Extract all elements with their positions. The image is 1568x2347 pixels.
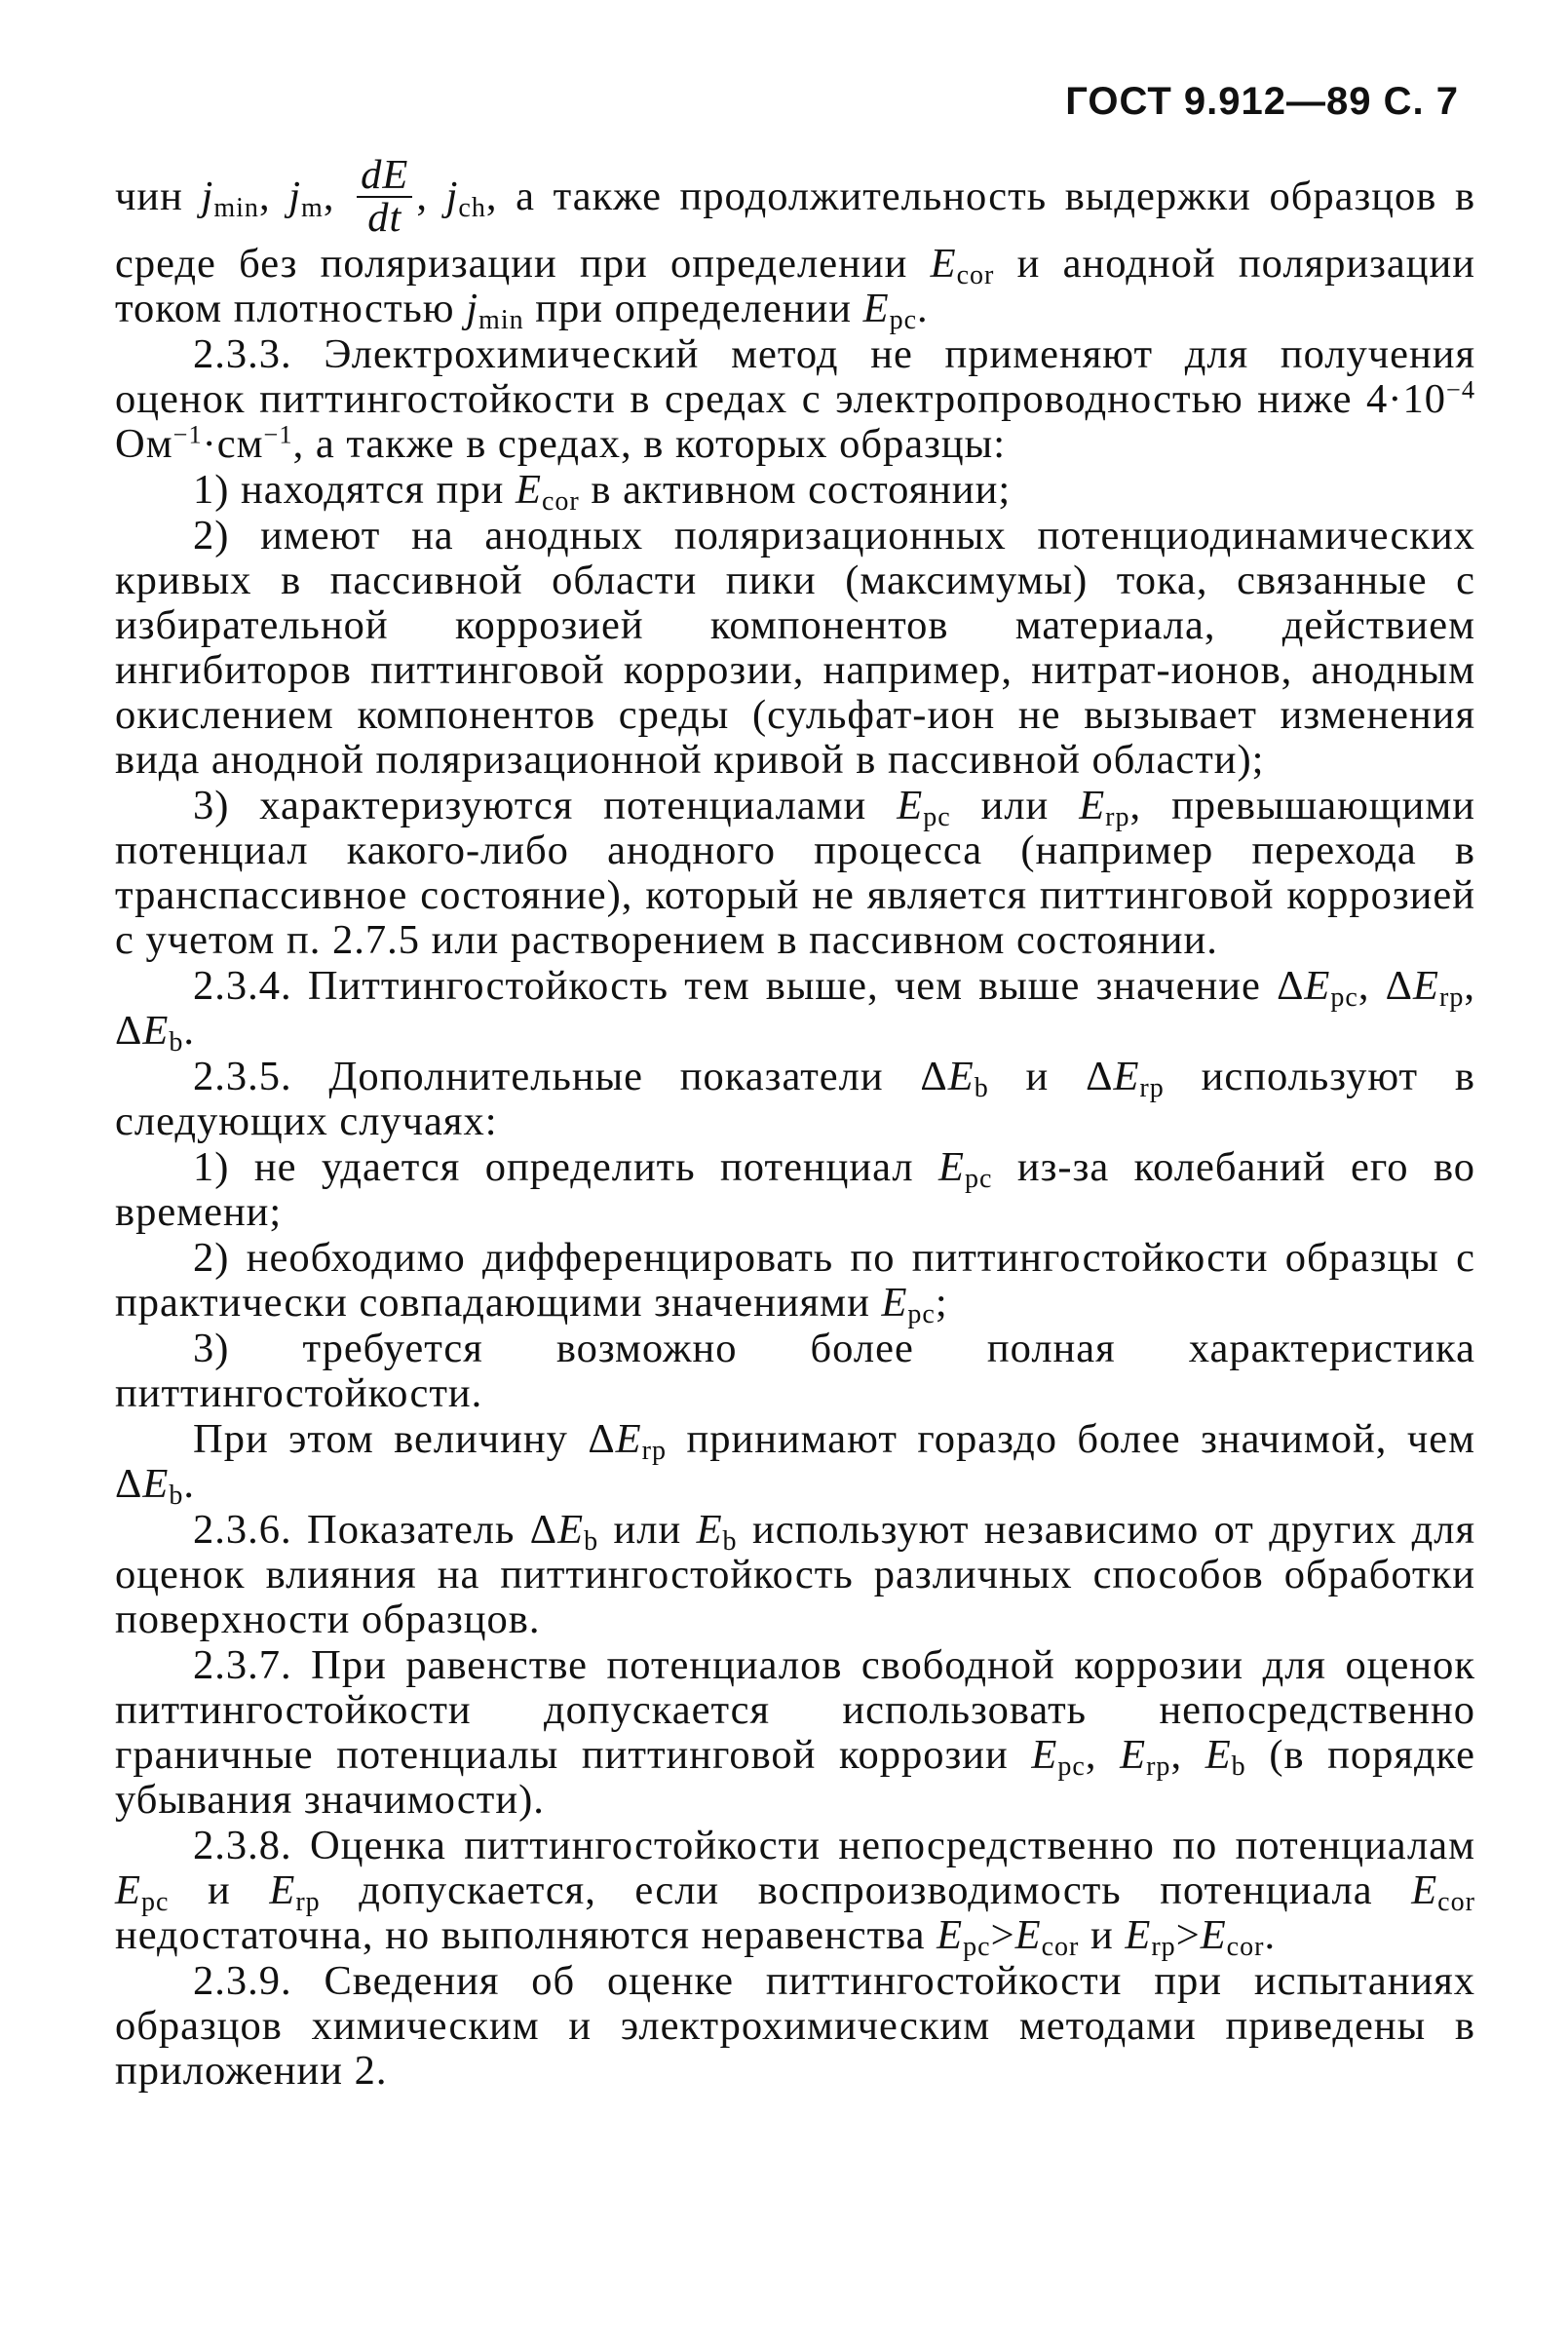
intro-paragraph: чин $j_{min}$, $j_m$, $\frac{dE}{dt}$ , $j_{ch}$, а также продолжительность выдержки образцов в среде без поляризации при определении $E_{cor}$ и анодной поляризации током плотностью $j_{min}$ при определении $E_{pc}$.: [115, 152, 1476, 335]
derivative-fraction: $\frac{dE}{dt}$: [357, 155, 412, 239]
clause-2-3-3: 2.3.3. Электрохимический метод не применяют для получения оценок питтингостойкости в средах с электропроводностью ниже $4\cdot 10^{-4}$ $Ом^{-1}\cdot см^{-1}$, а также в средах, в которых образцы:: [115, 331, 1475, 467]
clause-2-3-5-item-2: 2) необходимо дифференцировать по питтингостойкости образцы с практически совпадающими значениями $E_{pc}$;: [115, 1235, 1475, 1329]
document-body: [115, 152, 1476, 2094]
clause-2-3-4: 2.3.4. Питтингостойкость тем выше, чем выше значение $\Delta E_{pc}$, $\Delta E_{rp}$, $\Delta E_b$.: [115, 963, 1475, 1058]
clause-2-3-7: 2.3.7. При равенстве потенциалов свободной коррозии для оценок питтингостойкости допускается использовать непосредственно граничные потенциалы питтинговой коррозии $E_{pc}$, $E_{rp}$, $E_b$ (в порядке убывания значимости).: [115, 1642, 1476, 1823]
clause-2-3-5: 2.3.5. Дополнительные показатели $\Delta E_b$ и $\Delta E_{rp}$ используют в следующих случаях:: [115, 1054, 1476, 1144]
clause-2-3-3-item-3: 3) характеризуются потенциалами $E_{pc}$ или $E_{rp}$, превышающими потенциал какого-либо анодного процесса (например перехода в транспассивное состояние), который не является питтинговой коррозией с учетом п. 2.7.5 или растворением в пассивном состоянии.: [115, 783, 1475, 963]
clause-2-3-3-item-1: 1) находятся при $E_{cor}$ в активном состоянии;: [193, 467, 1012, 517]
clause-2-3-9: 2.3.9. Сведения об оценке питтингостойкости при испытаниях образцов химическим и электрохимическим методами приведены в приложении 2.: [115, 1958, 1475, 2094]
clause-2-3-3-item-2: 2) имеют на анодных поляризационных потенциодинамических кривых в пассивной области пики (максимумы) тока, связанные с избирательной коррозией компонентов материала, действием ингибиторов питтинговой коррозии, например, нитрат-ионов, анодным окислением компонентов среды (сульфат-ион не вызывает изменения вида анодной поляризационной кривой в пассивной области);: [115, 513, 1475, 783]
clause-2-3-6: 2.3.6. Показатель $\Delta E_b$ или $E_b$ используют независимо от других для оценок влияния на питтингостойкость различных способов обработки поверхности образцов.: [115, 1507, 1475, 1642]
page-header: ГОСТ 9.912—89 С. 7: [1065, 80, 1459, 123]
clause-2-3-5-item-1: 1) не удается определить потенциал $E_{pc}$ из-за колебаний его во времени;: [115, 1144, 1475, 1235]
clause-2-3-5-item-3: 3) требуется возможно более полная характеристика питтингостойкости.: [115, 1326, 1475, 1416]
clause-2-3-8: 2.3.8. Оценка питтингостойкости непосредственно по потенциалам $E_{pc}$ и $E_{rp}$ допускается, если воспроизводимость потенциала $E_{cor}$ недостаточна, но выполняются неравенства $E_{pc}>E_{cor}$ и $E_{rp}>E_{cor}$.: [115, 1823, 1475, 1962]
clause-2-3-5-note: При этом величину $\Delta E_{rp}$ принимают гораздо более значимой, чем $\Delta E_b$.: [115, 1416, 1475, 1511]
